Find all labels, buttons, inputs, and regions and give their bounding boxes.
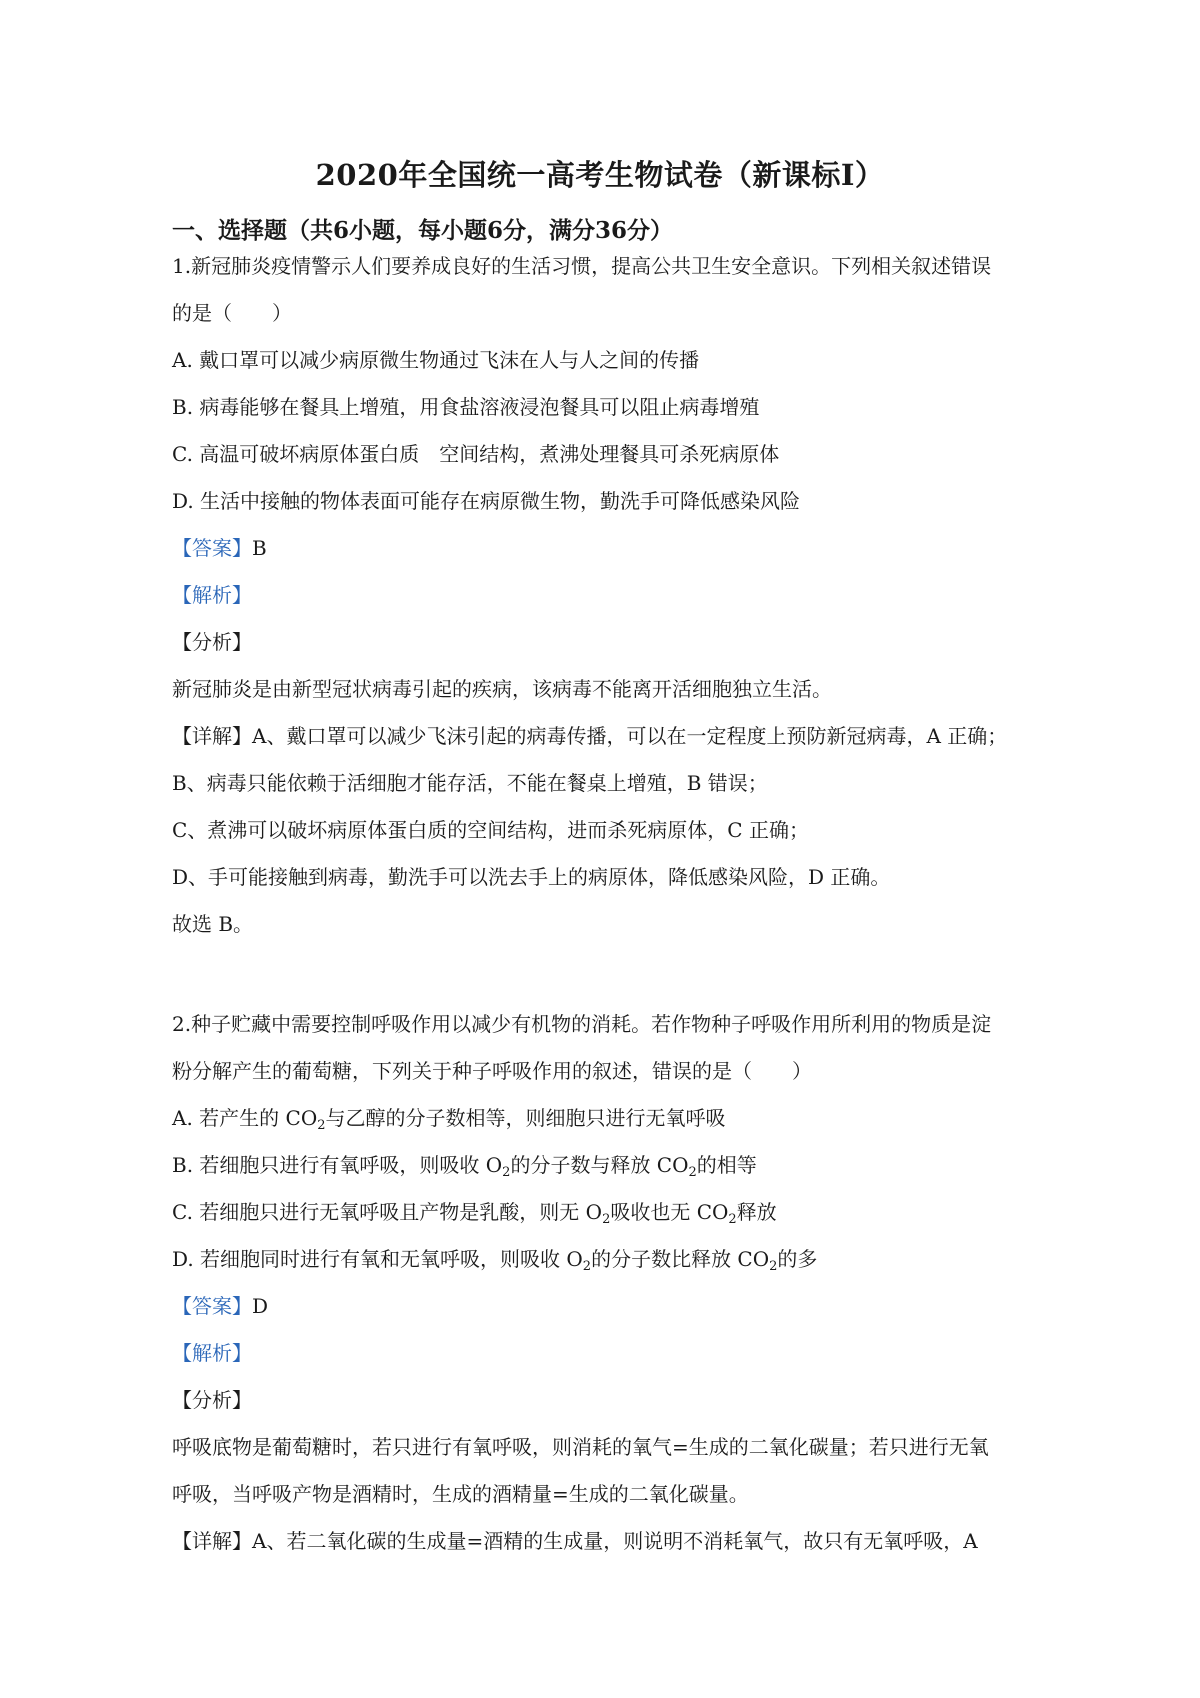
subscript: 2	[602, 1212, 611, 1227]
q1-option-d: D. 生活中接触的物体表面可能存在病原微生物，勤洗手可降低感染风险	[172, 489, 801, 513]
document-title: 2020年全国统一高考生物试卷（新课标Ⅰ）	[315, 158, 885, 192]
q1-stem-line2: 的是（ ）	[172, 301, 292, 325]
subscript: 2	[728, 1212, 737, 1227]
q2-fenxi-label: 【分析】	[172, 1388, 252, 1412]
q1-analysis-label: 【解析】	[172, 583, 252, 607]
q2-option-a	[172, 1104, 726, 1132]
q1-answer	[172, 534, 267, 562]
q2-option-b-text-mid: 的分子数与释放 CO	[510, 1153, 689, 1177]
q2-fenxi-line1: 呼吸底物是葡萄糖时，若只进行有氧呼吸，则消耗的氧气=生成的二氧化碳量；若只进行无氧	[172, 1435, 989, 1459]
subscript: 2	[317, 1118, 326, 1133]
q2-option-d-text-mid: 的分子数比释放 CO	[591, 1247, 770, 1271]
subscript: 2	[582, 1259, 592, 1274]
q1-option-c: C. 高温可破坏病原体蛋白质 空间结构，煮沸处理餐具可杀死病原体	[172, 442, 780, 466]
q1-stem-line1: 1.新冠肺炎疫情警示人们要养成良好的生活习惯，提高公共卫生安全意识。下列相关叙述错误	[172, 254, 992, 278]
q2-answer-label: 【答案】	[172, 1294, 252, 1318]
q2-option-c-text-mid: 吸收也无 CO	[610, 1200, 729, 1224]
q1-option-a: A. 戴口罩可以减少病原微生物通过飞沫在人与人之间的传播	[172, 348, 700, 372]
q2-fenxi-line2: 呼吸，当呼吸产物是酒精时，生成的酒精量=生成的二氧化碳量。	[172, 1482, 749, 1506]
q2-option-b	[172, 1151, 757, 1179]
q1-detail-line2: B、病毒只能依赖于活细胞才能存活，不能在餐桌上增殖，B 错误；	[172, 771, 768, 795]
q2-option-b-text: B. 若细胞只进行有氧呼吸，则吸收 O	[172, 1153, 503, 1177]
section-heading: 一、选择题（共6小题，每小题6分，满分36分）	[172, 217, 674, 244]
q1-option-b: B. 病毒能够在餐具上增殖，用食盐溶液浸泡餐具可以阻止病毒增殖	[172, 395, 760, 419]
q1-conclusion: 故选 B。	[172, 912, 254, 936]
q2-option-b-text-end: 的相等	[696, 1153, 757, 1177]
q1-fenxi-label: 【分析】	[172, 630, 252, 654]
q2-detail-line1	[172, 1527, 978, 1555]
q2-analysis-label: 【解析】	[172, 1341, 252, 1365]
subscript: 2	[769, 1259, 778, 1274]
q2-option-d	[172, 1245, 817, 1273]
q1-detail-line1	[172, 722, 1007, 750]
q2-stem-line2: 粉分解产生的葡萄糖，下列关于种子呼吸作用的叙述，错误的是（ ）	[172, 1059, 812, 1083]
q2-answer-value: D	[252, 1294, 269, 1318]
q1-detail-text1: A、戴口罩可以减少飞沫引起的病毒传播，可以在一定程度上预防新冠病毒，A 正确；	[252, 724, 1008, 748]
subscript: 2	[688, 1165, 697, 1180]
q1-fenxi-text: 新冠肺炎是由新型冠状病毒引起的疾病，该病毒不能离开活细胞独立生活。	[172, 677, 832, 701]
q1-detail-line3: C、煮沸可以破坏病原体蛋白质的空间结构，进而杀死病原体，C 正确；	[172, 818, 809, 842]
q1-detail-line4: D、手可能接触到病毒，勤洗手可以洗去手上的病原体，降低感染风险，D 正确。	[172, 865, 891, 889]
q2-option-d-text: D. 若细胞同时进行有氧和无氧呼吸，则吸收 O	[172, 1247, 583, 1271]
q2-option-c-text-end: 释放	[736, 1200, 777, 1224]
q1-answer-value: B	[252, 536, 267, 560]
q1-answer-label: 【答案】	[172, 536, 252, 560]
q2-detail-label: 【详解】	[172, 1529, 252, 1553]
q2-stem-line1: 2.种子贮藏中需要控制呼吸作用以减少有机物的消耗。若作物种子呼吸作用所利用的物质是淀	[172, 1012, 992, 1036]
q2-option-c	[172, 1198, 777, 1226]
q2-option-a-text: A. 若产生的 CO	[172, 1106, 318, 1130]
q2-option-c-text: C. 若细胞只进行无氧呼吸且产物是乳酸，则无 O	[172, 1200, 603, 1224]
subscript: 2	[502, 1165, 511, 1180]
q2-option-a-text-end: 与乙醇的分子数相等，则细胞只进行无氧呼吸	[325, 1106, 726, 1130]
q2-detail-text1: A、若二氧化碳的生成量=酒精的生成量，则说明不消耗氧气，故只有无氧呼吸，A	[252, 1529, 978, 1553]
q2-answer	[172, 1292, 268, 1320]
q2-option-d-text-end: 的多	[777, 1247, 818, 1271]
q1-detail-label: 【详解】	[172, 724, 252, 748]
